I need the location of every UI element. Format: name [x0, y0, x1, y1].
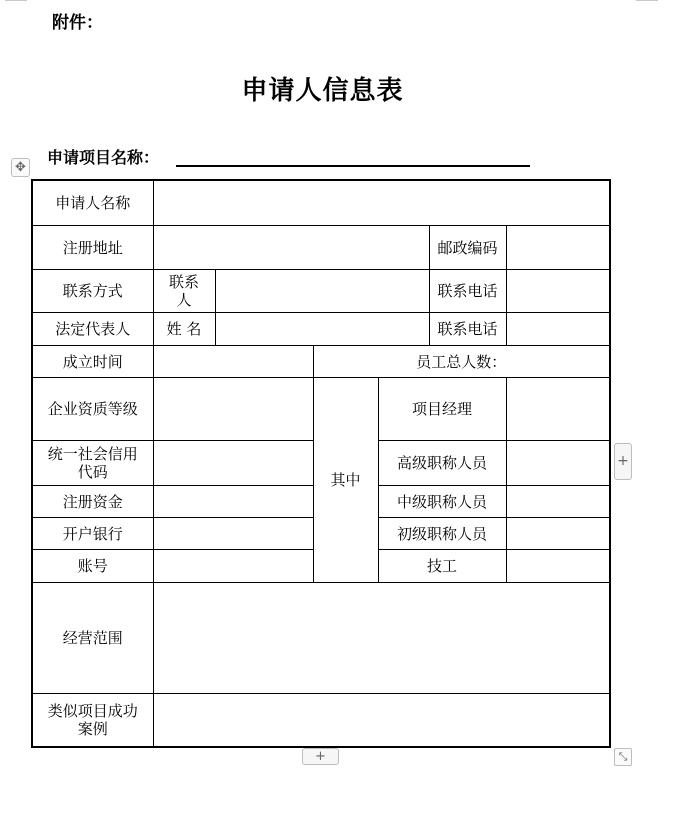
- applicant-name-label: 申请人名称: [32, 180, 153, 226]
- table-row: [32, 378, 610, 441]
- contact-method-label: 联系方式: [32, 270, 153, 313]
- among-them-label: 其中: [313, 378, 378, 583]
- add-row-button[interactable]: +: [302, 748, 339, 765]
- contact-phone-label: 联系电话: [429, 270, 506, 313]
- business-scope-cell[interactable]: [153, 583, 610, 694]
- similar-cases-label: 类似项目成功案例: [32, 694, 153, 748]
- project-name-field[interactable]: [176, 165, 530, 167]
- table-move-handle[interactable]: [11, 158, 30, 177]
- page-title: 申请人信息表: [241, 76, 404, 106]
- senior-title-cell[interactable]: [506, 441, 610, 486]
- table-row: [32, 346, 610, 378]
- registered-address-label: 注册地址: [32, 226, 153, 270]
- table-row: [32, 583, 610, 694]
- junior-title-cell[interactable]: [506, 518, 610, 550]
- move-icon: ✥: [15, 160, 26, 175]
- project-manager-cell[interactable]: [506, 378, 610, 441]
- table-row: [32, 226, 610, 270]
- table-row: [32, 694, 610, 748]
- postal-code-cell[interactable]: [506, 226, 610, 270]
- applicant-info-table: [31, 179, 611, 748]
- senior-title-label: 高级职称人员: [378, 441, 506, 486]
- applicant-name-cell[interactable]: [153, 180, 610, 226]
- intermediate-title-label: 中级职称人员: [378, 486, 506, 518]
- established-time-cell[interactable]: [153, 346, 313, 378]
- credit-code-label: 统一社会信用代码: [32, 441, 153, 486]
- contact-phone-cell[interactable]: [506, 270, 610, 313]
- established-time-label: 成立时间: [32, 346, 153, 378]
- legal-rep-phone-label: 联系电话: [429, 313, 506, 346]
- page-corner-mark-left: [5, 0, 27, 1]
- credit-code-cell[interactable]: [153, 441, 313, 486]
- page-corner-mark-right: [636, 0, 658, 1]
- qualification-level-label: 企业资质等级: [32, 378, 153, 441]
- resize-icon: ⤡: [618, 750, 628, 763]
- intermediate-title-cell[interactable]: [506, 486, 610, 518]
- registered-capital-label: 注册资金: [32, 486, 153, 518]
- account-no-label: 账号: [32, 550, 153, 583]
- project-manager-label: 项目经理: [378, 378, 506, 441]
- table-resize-handle[interactable]: [614, 748, 632, 766]
- contact-person-cell[interactable]: [215, 270, 429, 313]
- postal-code-label: 邮政编码: [429, 226, 506, 270]
- attachment-label: 附件：: [52, 13, 103, 33]
- table-row: [32, 313, 610, 346]
- legal-rep-name-label: 姓 名: [153, 313, 215, 346]
- technician-cell[interactable]: [506, 550, 610, 583]
- technician-label: 技工: [378, 550, 506, 583]
- bank-cell[interactable]: [153, 518, 313, 550]
- legal-rep-phone-cell[interactable]: [506, 313, 610, 346]
- account-no-cell[interactable]: [153, 550, 313, 583]
- registered-address-cell[interactable]: [153, 226, 429, 270]
- legal-representative-label: 法定代表人: [32, 313, 153, 346]
- add-column-button[interactable]: +: [614, 443, 632, 480]
- total-staff-label[interactable]: 员工总人数：: [313, 346, 610, 378]
- legal-rep-name-cell[interactable]: [215, 313, 429, 346]
- registered-capital-cell[interactable]: [153, 486, 313, 518]
- junior-title-label: 初级职称人员: [378, 518, 506, 550]
- bank-label: 开户银行: [32, 518, 153, 550]
- contact-person-label: 联系人: [153, 270, 215, 313]
- business-scope-label: 经营范围: [32, 583, 153, 694]
- table-row: [32, 270, 610, 313]
- qualification-level-cell[interactable]: [153, 378, 313, 441]
- project-name-label: 申请项目名称：: [47, 148, 160, 167]
- table-row: [32, 180, 610, 226]
- similar-cases-cell[interactable]: [153, 694, 610, 748]
